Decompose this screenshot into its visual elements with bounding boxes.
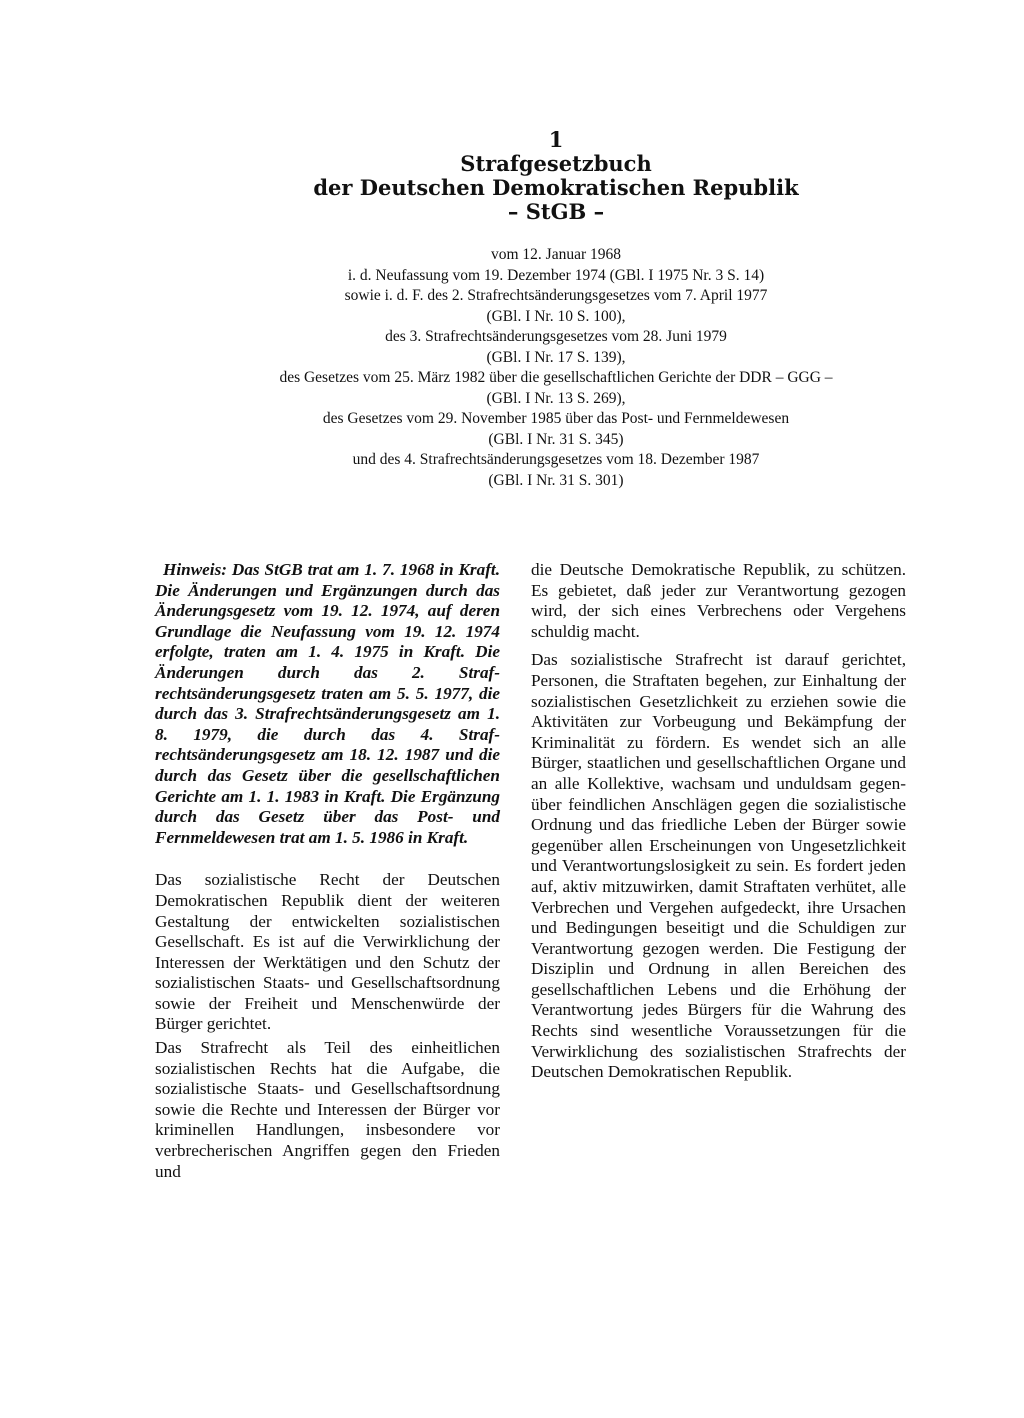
date-line: (GBl. I Nr. 31 S. 301) [488,471,624,489]
title-line-1: Strafgesetzbuch [460,151,652,176]
title-line-3: – StGB – [507,199,605,224]
date-line: vom 12. Januar 1968 [490,246,621,263]
date-line: des 3. Strafrechtsänderungsgesetzes vom 28. Juni 1979 [385,328,727,345]
right-column [531,560,906,1083]
date-line: des Gesetzes vom 25. März 1982 über die gesellschaftlichen Gerichte der DDR – GGG – [279,369,833,386]
chapter-number: 1 [548,127,564,152]
date-line: des Gesetzes vom 29. November 1985 über das Post- und Fernmeldewesen [322,410,790,427]
document-header [0,128,1024,224]
date-line: sowie i. d. F. des 2. Strafrechtsänderungsgesetzes vom 7. April 1977 [344,287,768,304]
preamble-paragraph-1: Das sozialistische Recht der Deutschen Demokratischen Republik dient der weiteren Gestaltung der entwickelten sozialistischen Gesellschaft. Es ist auf die Verwirklichung der Interessen der Werktätigen und den Schutz der sozialistischen Staats- und Gesellschaftsordnung sowie der Freiheit und Menschenwürde der Bürger gerichtet. [155,870,500,1034]
date-line: und des 4. Strafrechtsänderungsgesetzes vom 18. Dezember 1987 [352,451,760,468]
enactment-dates [0,245,1024,491]
title-line-2: der Deutschen Demokratischen Republik [313,175,799,200]
date-line: (GBl. I Nr. 31 S. 345) [488,430,624,448]
left-column [155,560,500,1185]
date-line: (GBl. I Nr. 13 S. 269), [486,389,626,407]
editorial-note: Hinweis: Das StGB trat am 1. 7. 1968 in Kraft. Die Änderungen und Ergänzungen durch das Änderungsgesetz vom 19. 12. 1974, auf deren Grundlage die Neufassung vom 19. 12. 1974 erfolgte, traten am 1. 4. 1975 in Kraft. Die Änderungen durch das 2. Strafrechtsänderungsgesetz traten am 5. 5. 1977, die durch das 3. Strafrechtsänderungsgesetz am 1. 8. 1979, die durch das 4. Strafrechtsänderungsgesetz am 18. 12. 1987 und die durch das Gesetz über die gesellschaftlichen Gerichte am 1. 1. 1983 in Kraft. Die Ergänzung durch das Gesetz über das Post- und Fernmeldewesen trat am 1. 5. 1986 in Kraft. [155,560,500,847]
date-line: (GBl. I Nr. 17 S. 139), [486,348,626,366]
preamble-paragraph-2: Das Strafrecht als Teil des einheitlichen sozialistischen Rechts hat die Aufgabe, die sozialistische Staats- und Gesellschaftsordnung sowie die Rechte und Interessen der Bürger vor kriminellen Handlungen, insbesondere vor verbrecherischen Angriffen gegen den Frieden und [155,1038,500,1181]
date-line: i. d. Neufassung vom 19. Dezember 1974 (GBl. I 1975 Nr. 3 S. 14) [347,266,765,284]
preamble-paragraph-2-continued: die Deutsche Demokratische Republik, zu schützen. Es gebietet, daß jeder zur Verantwortung gezogen wird, der sich eines Verbrechens oder Vergehens schuldig macht. [531,560,906,641]
preamble-paragraph-3: Das sozialistische Strafrecht ist darauf gerichtet, Personen, die Straftaten begehen, zur Einhaltung der sozialistischen Gesetzlichkeit zu erziehen sowie die Aktivitäten zur Vorbeugung und Bekämpfung der Kriminalität zu fördern. Es wendet sich an alle Bürger, staatlichen und gesellschaftlichen Organe und an alle Kollektive, wachsam und unduldsam gegenüber feindlichen Anschlägen gegen die sozialistische Ordnung und das friedliche Leben der Bürger sowie gegenüber allen Erscheinungen von Ungesetzlichkeit und Verantwortungslosigkeit zu sein. Es fordert jeden auf, aktiv mitzuwirken, damit Straftaten verhütet, alle Verbrechen und Vergehen aufgedeckt, ihre Ursachen und Bedingungen beseitigt und die Schuldigen zur Verantwortung gezogen werden. Die Festigung der Disziplin und Ordnung in allen Bereichen des gesellschaftlichen Lebens und die Erhöhung der Verantwortung jedes Bürgers für die Wahrung des Rechts sind wesentliche Voraussetzungen für die Verwirklichung des sozialistischen Strafrechts der Deutschen Demokratischen Republik. [531,650,906,1082]
date-line: (GBl. I Nr. 10 S. 100), [486,307,626,325]
